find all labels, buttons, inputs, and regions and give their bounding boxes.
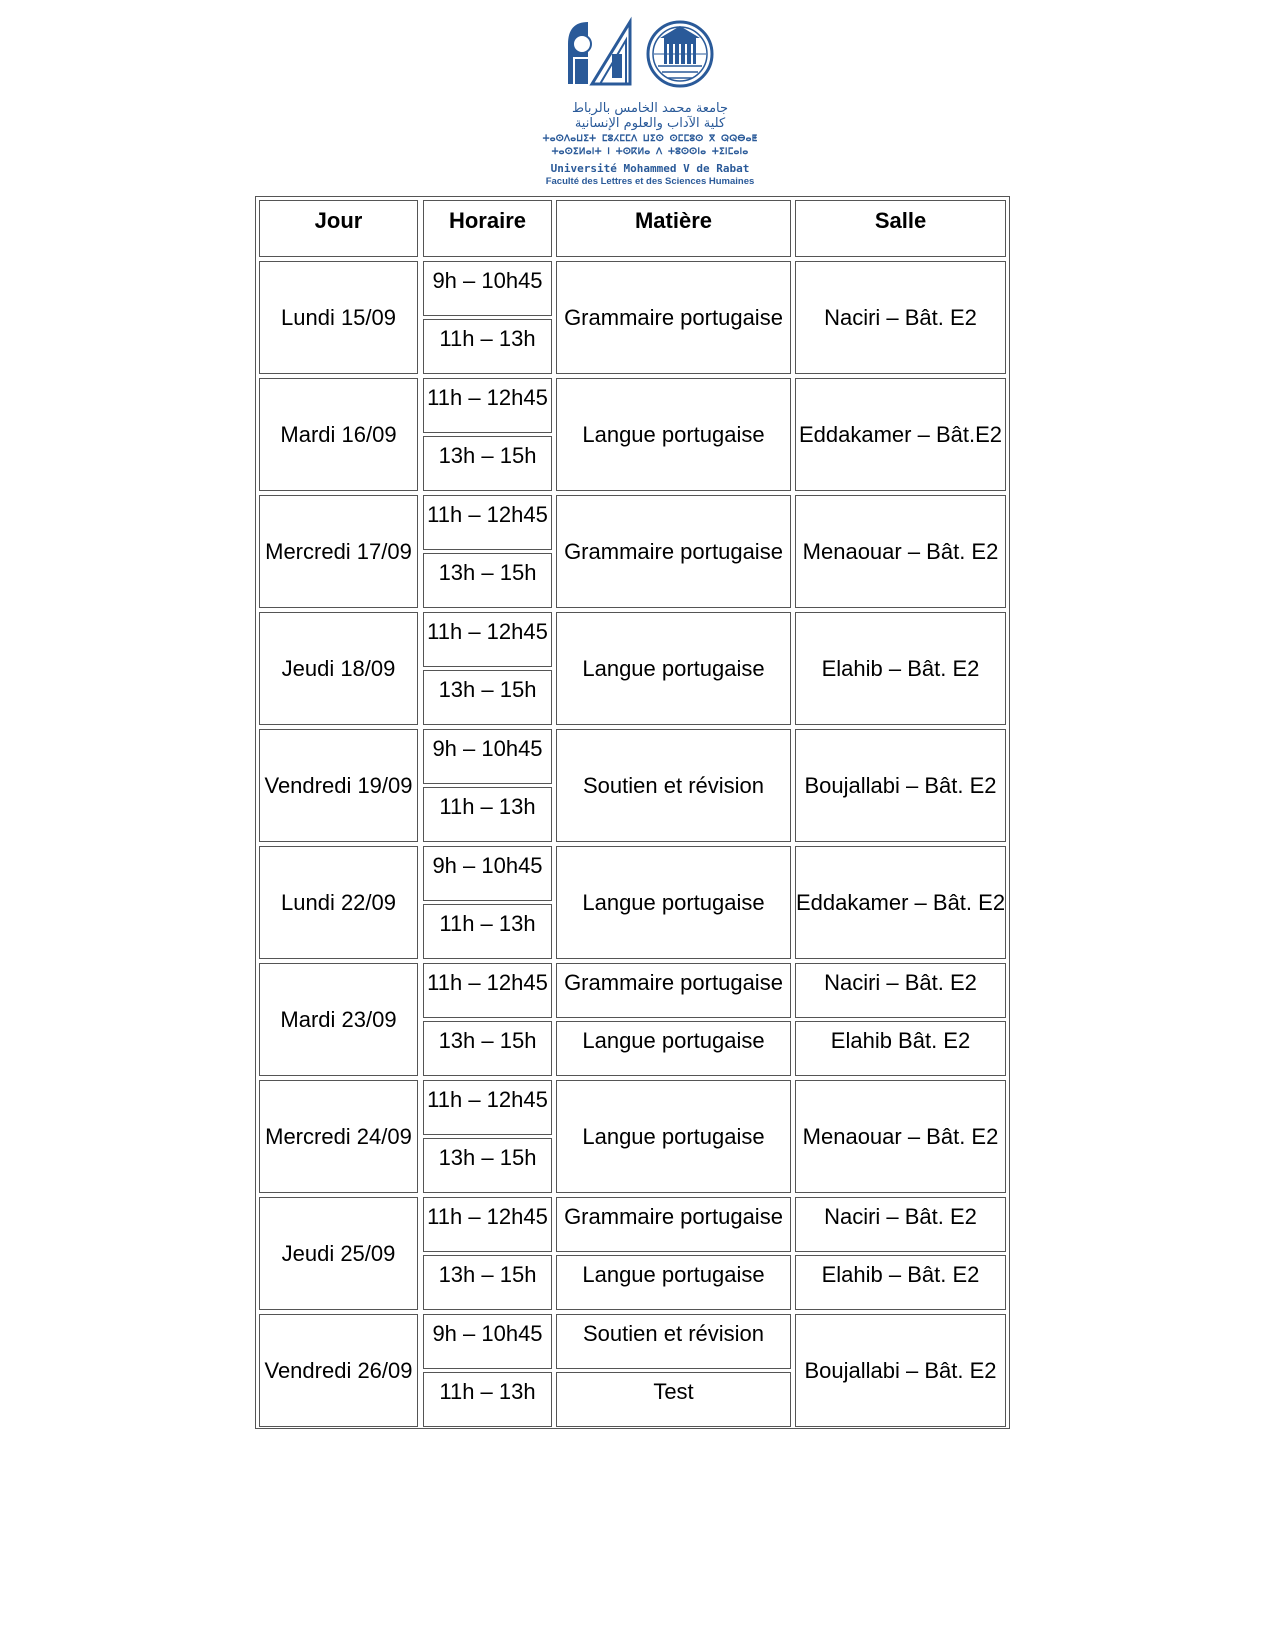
day-cell: Vendredi 26/09 [259, 1314, 418, 1427]
room-cell: Boujallabi – Bât. E2 [795, 729, 1006, 842]
room-cell: Menaouar – Bât. E2 [795, 1080, 1006, 1193]
time-slot-cell: 11h – 12h45 [423, 1080, 552, 1135]
day-cell: Mardi 23/09 [259, 963, 418, 1076]
subject-cell: Langue portugaise [556, 378, 791, 491]
time-slot-cell: 9h – 10h45 [423, 729, 552, 784]
time-slot-cell: 9h – 10h45 [423, 846, 552, 901]
logo-university-name: Université Mohammed V de Rabat [550, 162, 750, 175]
time-slot-cell: 13h – 15h [423, 436, 552, 491]
subject-cell: Langue portugaise [556, 612, 791, 725]
room-cell: Elahib Bât. E2 [795, 1021, 1006, 1076]
day-cell: Vendredi 19/09 [259, 729, 418, 842]
subject-cell: Soutien et révision [556, 1314, 791, 1369]
time-slot-cell: 13h – 15h [423, 1021, 552, 1076]
subject-cell: Langue portugaise [556, 846, 791, 959]
day-cell: Lundi 15/09 [259, 261, 418, 374]
time-slot-cell: 9h – 10h45 [423, 261, 552, 316]
subject-cell: Langue portugaise [556, 1080, 791, 1193]
header-horaire: Horaire [423, 200, 552, 257]
time-slot-cell: 11h – 13h [423, 1372, 552, 1427]
time-slot-cell: 11h – 12h45 [423, 963, 552, 1018]
time-slot-cell: 13h – 15h [423, 670, 552, 725]
day-cell: Lundi 22/09 [259, 846, 418, 959]
logo-arabic-university: جامعة محمد الخامس بالرباط [571, 101, 729, 116]
room-cell: Naciri – Bât. E2 [795, 261, 1006, 374]
subject-cell: Grammaire portugaise [556, 261, 791, 374]
subject-cell: Grammaire portugaise [556, 1197, 791, 1252]
day-cell: Mercredi 17/09 [259, 495, 418, 608]
time-slot-cell: 9h – 10h45 [423, 1314, 552, 1369]
time-slot-cell: 13h – 15h [423, 1255, 552, 1310]
university-logo [530, 14, 770, 187]
subject-cell: Grammaire portugaise [556, 963, 791, 1018]
day-cell: Mercredi 24/09 [259, 1080, 418, 1193]
subject-cell: Langue portugaise [556, 1255, 791, 1310]
day-cell: Jeudi 18/09 [259, 612, 418, 725]
time-slot-cell: 11h – 13h [423, 904, 552, 959]
time-slot-cell: 11h – 13h [423, 319, 552, 374]
subject-cell: Langue portugaise [556, 1021, 791, 1076]
room-cell: Eddakamer – Bât. E2 [795, 846, 1006, 959]
header-matiere: Matière [556, 200, 791, 257]
time-slot-cell: 11h – 12h45 [423, 378, 552, 433]
university-emblem-icon [530, 14, 770, 100]
day-cell: Mardi 16/09 [259, 378, 418, 491]
room-cell: Elahib – Bât. E2 [795, 1255, 1006, 1310]
subject-cell: Grammaire portugaise [556, 495, 791, 608]
logo-tifinagh-faculty: ⵜⴰⵙⵉⵍⴰⵏⵜ ⵏ ⵜⵙⴽⵍⴰ ⴷ ⵜⵓⵙⵙⵏⴰ ⵜⵉⵏⵎⴰⵏⴰ [551, 147, 749, 157]
time-slot-cell: 13h – 15h [423, 553, 552, 608]
logo-tifinagh-university: ⵜⴰⵙⴷⴰⵡⵉⵜ ⵎⵓⵃⵎⵎⴷ ⵡⵉⵙ ⵙⵎⵎⵓⵙ ⴳ ⵕⵕⴱⴰⵟ [542, 134, 758, 144]
room-cell: Eddakamer – Bât.E2 [795, 378, 1006, 491]
room-cell: Elahib – Bât. E2 [795, 612, 1006, 725]
subject-cell: Test [556, 1372, 791, 1427]
logo-faculty-name: Faculté des Lettres et des Sciences Humaines [545, 176, 755, 187]
room-cell: Naciri – Bât. E2 [795, 963, 1006, 1018]
subject-cell: Soutien et révision [556, 729, 791, 842]
time-slot-cell: 11h – 12h45 [423, 1197, 552, 1252]
header-jour: Jour [259, 200, 418, 257]
time-slot-cell: 11h – 12h45 [423, 612, 552, 667]
logo-arabic-faculty: كلية الآداب والعلوم الإنسانية [574, 116, 726, 131]
time-slot-cell: 11h – 12h45 [423, 495, 552, 550]
room-cell: Menaouar – Bât. E2 [795, 495, 1006, 608]
time-slot-cell: 13h – 15h [423, 1138, 552, 1193]
room-cell: Boujallabi – Bât. E2 [795, 1314, 1006, 1427]
room-cell: Naciri – Bât. E2 [795, 1197, 1006, 1252]
time-slot-cell: 11h – 13h [423, 787, 552, 842]
header-salle: Salle [795, 200, 1006, 257]
day-cell: Jeudi 25/09 [259, 1197, 418, 1310]
